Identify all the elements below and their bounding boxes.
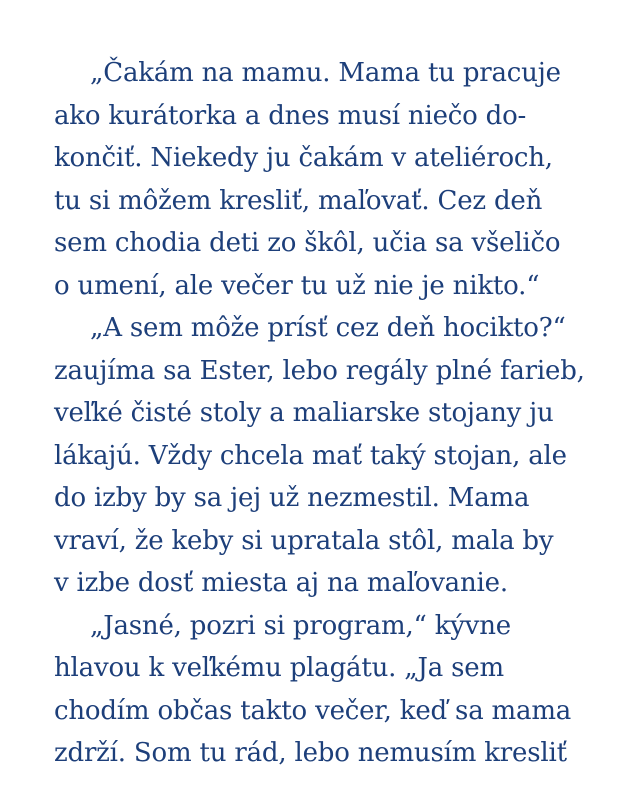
text-line: vraví, že keby si upratala stôl, mala by: [54, 525, 554, 556]
text-line: o umení, ale večer tu už nie je nikto.“: [54, 270, 540, 301]
text-line: sem chodia deti zo škôl, učia sa všeličo: [54, 228, 561, 258]
text-line: lákajú. Vždy chcela mať taký stojan, ale: [54, 440, 567, 471]
text-line: v izbe dosť miesta aj na maľovanie.: [54, 568, 508, 598]
text-line: tu si môžem kresliť, maľovať. Cez deň: [54, 185, 543, 216]
text-line: hlavou k veľkému plagátu. „Ja sem: [54, 653, 504, 683]
text-line: chodím občas takto večer, keď sa mama: [54, 695, 572, 726]
text-line: „A sem môže prísť cez deň hocikto?“: [90, 313, 566, 343]
text-line: do izby by sa jej už nezmestil. Mama: [54, 483, 530, 513]
text-line: veľké čisté stoly a maliarske stojany ju: [54, 398, 554, 428]
body-text: [54, 52, 594, 775]
text-line: končiť. Niekedy ju čakám v ateliéroch,: [54, 143, 553, 173]
text-line: ako kurátorka a dnes musí niečo do-: [54, 100, 527, 131]
text-line: „Čakám na mamu. Mama tu pracuje: [90, 58, 561, 88]
text-line: zaujíma sa Ester, lebo regály plné farieb,: [54, 355, 585, 386]
text-line: „Jasné, pozri si program,“ kývne: [90, 610, 511, 641]
text-line: zdrží. Som tu rád, lebo nemusím kresliť: [54, 738, 567, 768]
